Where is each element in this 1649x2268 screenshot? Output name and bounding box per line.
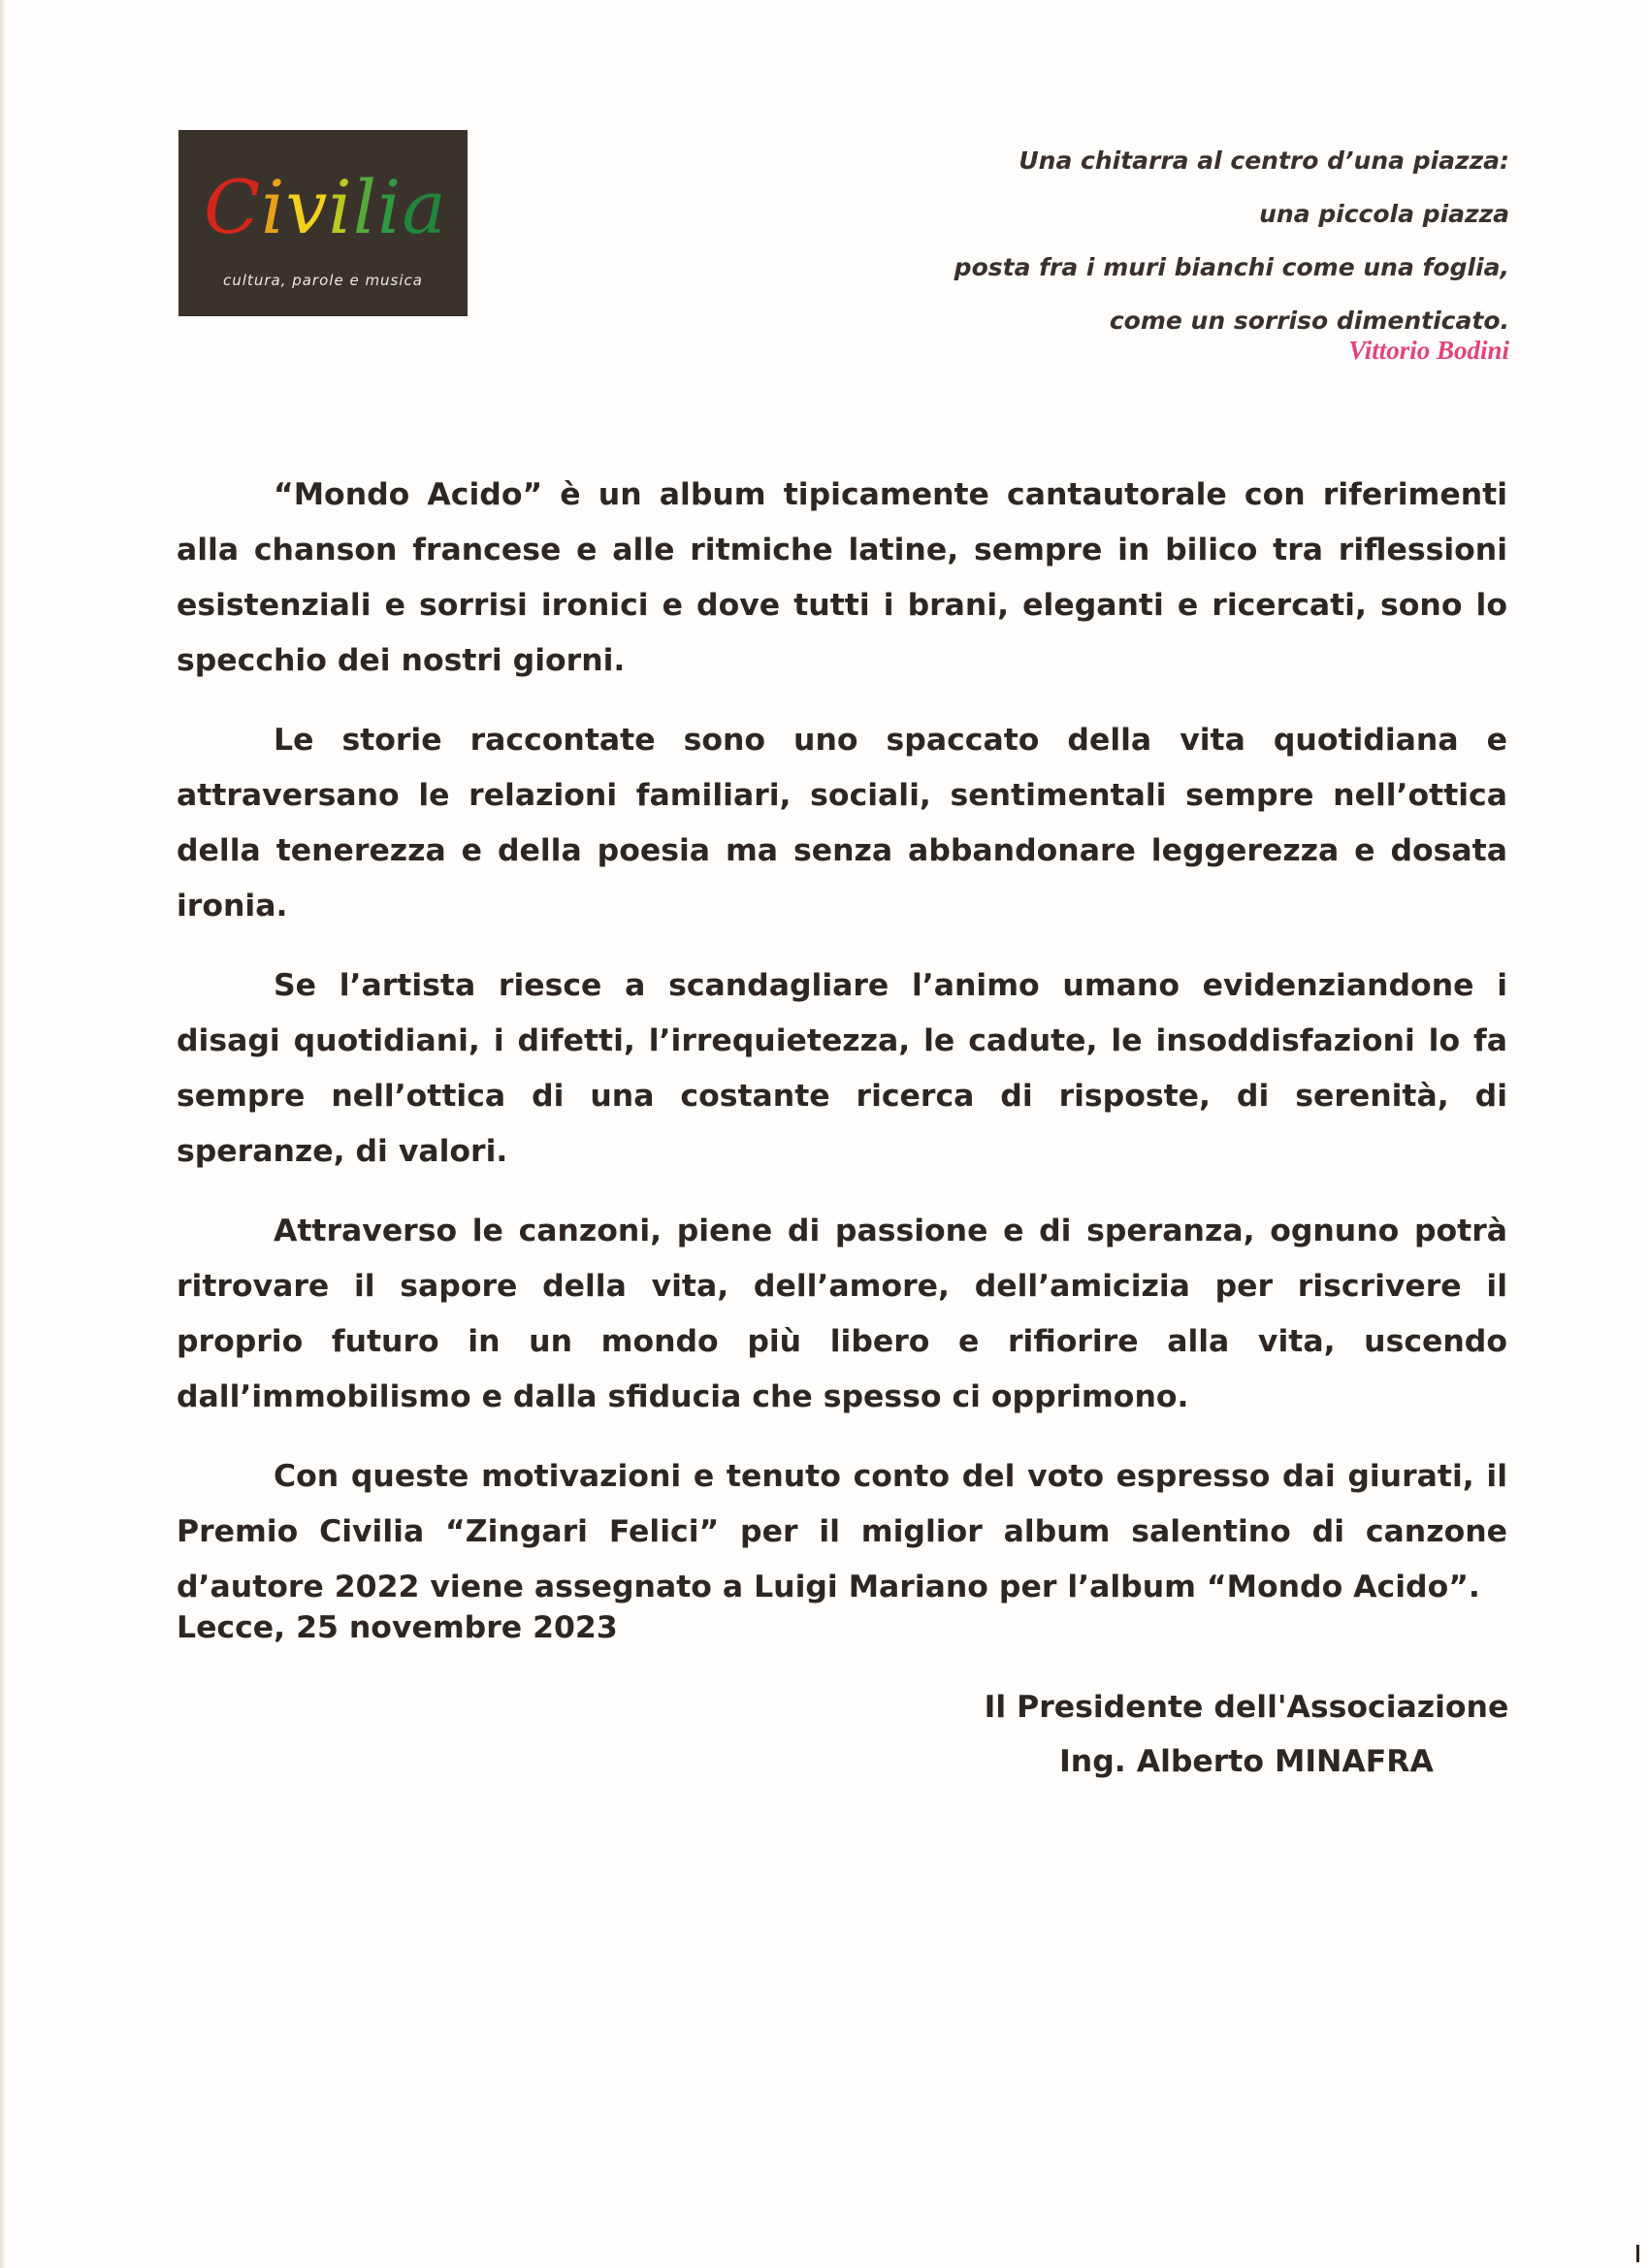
logo-letter: i (261, 164, 286, 250)
epigraph-author: Vittorio Bodini (1348, 336, 1509, 365)
page-mark (1636, 2245, 1639, 2262)
logo-letter: i (377, 164, 403, 250)
epigraph-line: come un sorriso dimenticato. (1109, 307, 1509, 335)
logo-letter: l (352, 164, 378, 250)
epigraph-line: una piccola piazza (1259, 200, 1509, 228)
body-paragraph: Le storie raccontate sono uno spaccato della vita quotidiana e attraversano le relazioni familiari, sociali, sentimentali sempre nell’ottica della tenerezza e della poesia ma senza abbandonare leggerezza e dosata ironia. (177, 723, 1507, 923)
logo-letter: C (204, 164, 262, 250)
body-paragraph: Attraverso le canzoni, piene di passione e di speranza, ognuno potrà ritrovare il sapore della vita, dell’amore, dell’amicizia per riscrivere il proprio futuro in un mondo più libero e rifiorire alla vita, uscendo dall’immobilismo e dalla sfiducia che spesso ci opprimono. (177, 1214, 1507, 1414)
body-paragraph: Con queste motivazioni e tenuto conto del voto espresso dai giurati, il Premio Civilia “Zingari Felici” per il miglior album salentino di canzone d’autore 2022 viene assegnato a Luigi Mariano per l’album “Mondo Acido”. (177, 1459, 1507, 1604)
body-text (177, 468, 1507, 1639)
logo-letter: v (285, 164, 329, 250)
epigraph (772, 134, 1509, 367)
body-paragraph: “Mondo Acido” è un album tipicamente cantautorale con riferimenti alla chanson francese e alle ritmiche latine, sempre in bilico tra riflessioni esistenziali e sorrisi ironici e dove tutti i brani, eleganti e ricercati, sono lo specchio dei nostri giorni. (177, 477, 1507, 678)
civilia-logo (178, 130, 468, 316)
logo-letter: i (328, 164, 353, 250)
logo-wordmark (204, 164, 447, 250)
epigraph-line: Una chitarra al centro d’una piazza: (1018, 146, 1509, 175)
logo-tagline: cultura, parole e musica (223, 272, 423, 289)
signature-role: Il Presidente dell'Associazione (984, 1690, 1509, 1725)
signature-name: Ing. Alberto MINAFRA (1059, 1744, 1434, 1779)
place-date: Lecce, 25 novembre 2023 (177, 1610, 618, 1645)
signature-block (912, 1680, 1581, 1789)
body-paragraph: Se l’artista riesce a scandagliare l’animo umano evidenziandone i disagi quotidiani, i difetti, l’irrequietezza, le cadute, le insoddisfazioni lo fa sempre nell’ottica di una costante ricerca di risposte, di serenità, di speranze, di valori. (177, 968, 1507, 1169)
page-edge (0, 0, 6, 2268)
logo-letter: a (402, 164, 447, 250)
epigraph-line: posta fra i muri bianchi come una foglia, (954, 253, 1509, 281)
